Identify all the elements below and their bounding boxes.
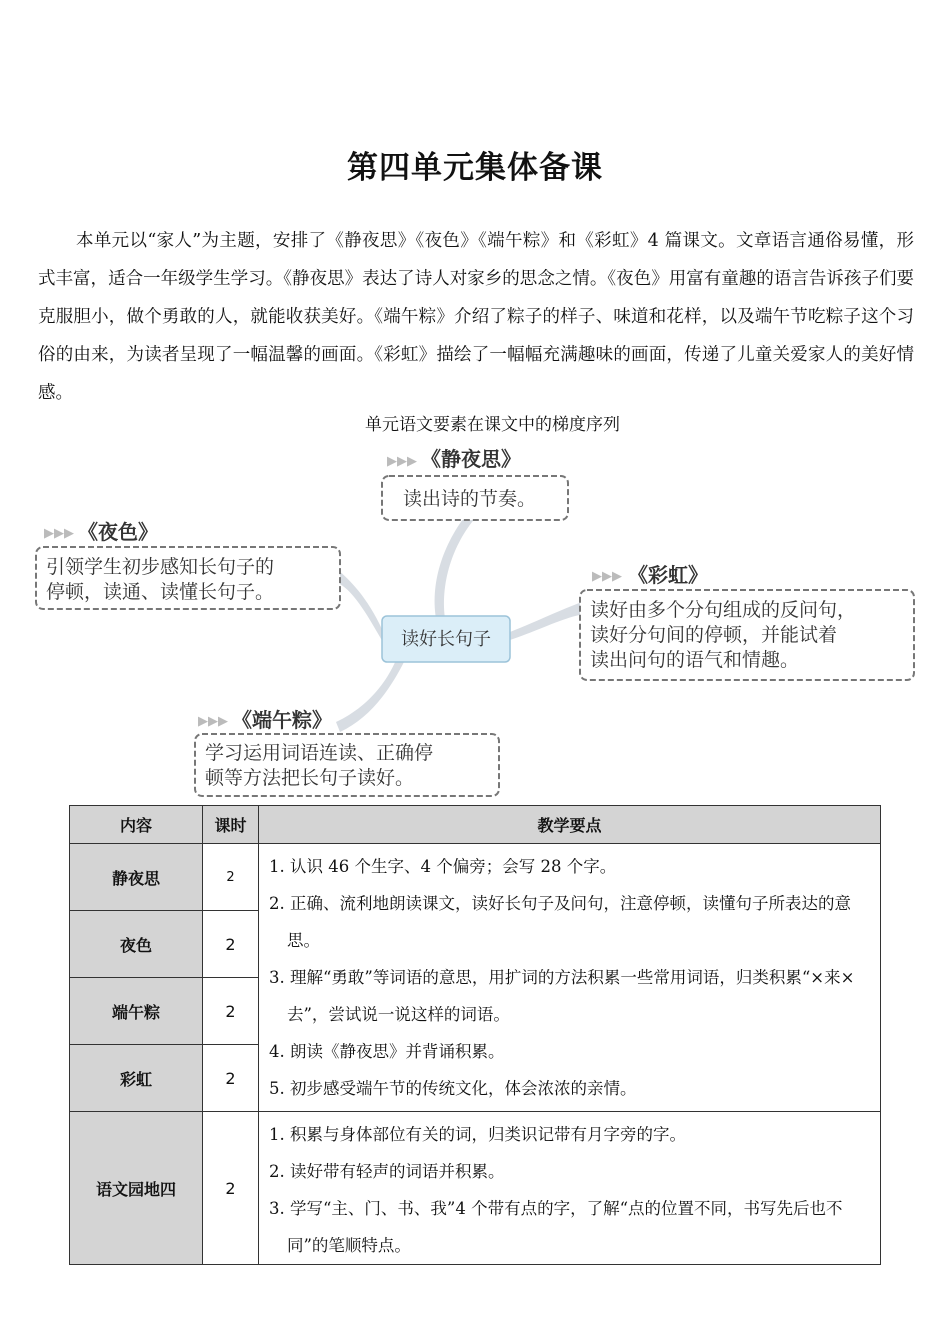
teaching-point: 1. 认识 46 个生字、4 个偏旁；会写 28 个字。 [269, 857, 617, 876]
teaching-point: 2. 正确、流利地朗读课文，读好长句子及问句，注意停顿，读懂句子所表达的意思。 [269, 894, 851, 950]
lesson-hours: 2 [203, 1045, 259, 1112]
bubble-yese-line-1: 引领学生初步感知长句子的 [46, 556, 275, 578]
mind-map [0, 440, 950, 800]
node-title-jingyesi: 《静夜思》 [421, 447, 521, 471]
intro-paragraph: 本单元以“家人”为主题，安排了《静夜思》《夜色》《端午粽》和《彩虹》4 篇课文。文章语言通俗易懂，形式丰富，适合一年级学生学习。《静夜思》表达了诗人对家乡的思念之情。《夜色》用富有童趣的语言告诉孩子们要克服胆小，做个勇敢的人，就能收获美好。《端午粽》介绍了粽子的样子、味道和花样，以及端午节吃粽子这个习俗的由来，为读者呈现了一幅温馨的画面。《彩虹》描绘了一幅幅充满趣味的画面，传递了儿童关爱家人的美好情感。 [38, 231, 914, 403]
lesson-hours: 2 [203, 911, 259, 978]
header-points: 教学要点 [259, 806, 881, 844]
lesson-hours: 2 [203, 978, 259, 1045]
branch-right [510, 602, 584, 640]
arrows-icon: ▶▶▶ [198, 714, 228, 729]
lesson-name: 语文园地四 [70, 1112, 203, 1265]
center-node-label: 读好长句子 [401, 629, 491, 650]
table-row [70, 1112, 881, 1265]
teaching-points-cell [259, 844, 881, 1112]
table-header-row [70, 806, 881, 844]
teaching-points-cell [259, 1112, 881, 1265]
header-hours: 课时 [203, 806, 259, 844]
branch-top [435, 510, 478, 618]
teaching-point: 3. 学写“主、门、书、我”4 个带有点的字，了解“点的位置不同，书写先后也不同”的笔顺特点。 [269, 1199, 843, 1255]
bubble-yese-line-2: 停顿，读通、读懂长句子。 [46, 581, 275, 603]
arrows-icon: ▶▶▶ [387, 454, 417, 469]
lesson-name: 端午粽 [70, 978, 203, 1045]
node-title-caihong: 《彩虹》 [628, 563, 708, 587]
bubble-duanwuzong-line-2: 顿等方法把长句子读好。 [205, 767, 415, 789]
arrows-icon: ▶▶▶ [592, 569, 622, 584]
header-content: 内容 [70, 806, 203, 844]
teaching-point: 1. 积累与身体部位有关的词，归类识记带有月字旁的字。 [269, 1125, 686, 1144]
diagram-caption: 单元语文要素在课文中的梯度序列 [365, 415, 620, 435]
bubble-caihong-line-2: 读好分句间的停顿，并能试着 [590, 624, 838, 646]
node-title-yese: 《夜色》 [78, 520, 158, 544]
teaching-point: 3. 理解“勇敢”等词语的意思，用扩词的方法积累一些常用词语，归类积累“×来×去”，尝试说一说这样的词语。 [269, 968, 855, 1024]
lesson-hours: 2 [203, 844, 259, 911]
table-row [70, 844, 881, 911]
lesson-name: 夜色 [70, 911, 203, 978]
arrows-icon: ▶▶▶ [44, 526, 74, 541]
bubble-caihong-line-3: 读出问句的语气和情趣。 [590, 649, 800, 671]
bubble-duanwuzong-line-1: 学习运用词语连读、正确停 [205, 742, 434, 764]
lesson-hours: 2 [203, 1112, 259, 1265]
bubble-caihong-line-1: 读好由多个分句组成的反问句， [590, 599, 857, 621]
lesson-name: 彩虹 [70, 1045, 203, 1112]
teaching-point: 4. 朗读《静夜思》并背诵积累。 [269, 1042, 505, 1061]
branch-bottom [336, 660, 405, 732]
bubble-jingyesi-line-1: 读出诗的节奏。 [403, 488, 537, 510]
lesson-name: 静夜思 [70, 844, 203, 911]
teaching-point: 5. 初步感受端午节的传统文化，体会浓浓的亲情。 [269, 1079, 637, 1098]
lesson-plan-table [69, 805, 881, 1265]
node-title-duanwuzong: 《端午粽》 [232, 708, 332, 732]
page-title: 第四单元集体备课 [347, 150, 603, 186]
teaching-point: 2. 读好带有轻声的词语并积累。 [269, 1162, 505, 1181]
branch-left [338, 570, 385, 646]
